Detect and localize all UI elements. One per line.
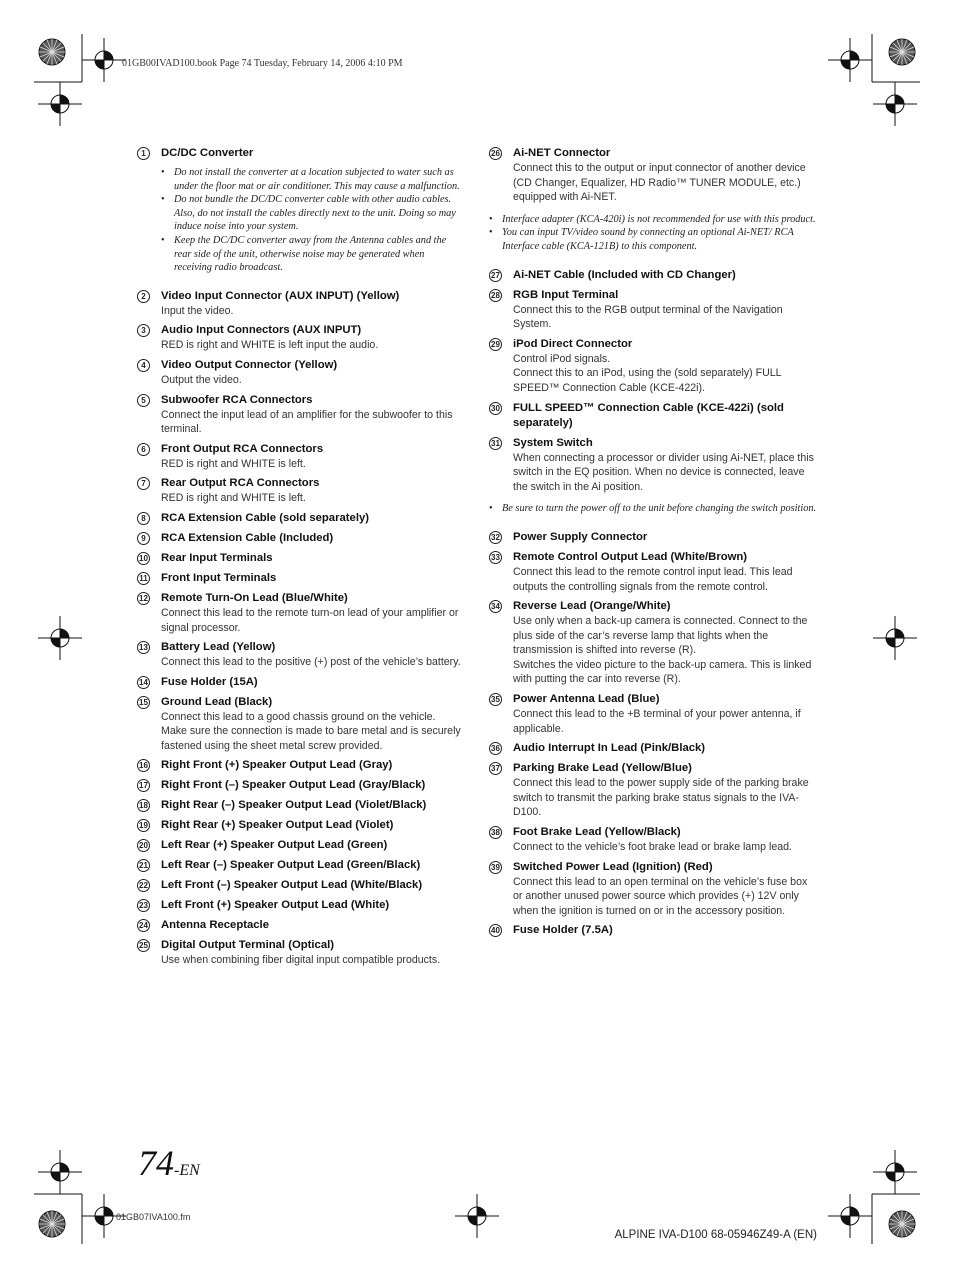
item-description: Connect the input lead of an amplifier for the subwoofer to this terminal. [161, 408, 453, 436]
item-title: Video Output Connector (Yellow) [161, 358, 338, 371]
list-item-39 [489, 860, 819, 919]
list-item-36 [489, 741, 819, 756]
item-title: Switched Power Lead (Ignition) (Red) [513, 860, 713, 873]
item-description: Use only when a back-up camera is connected. Connect to the plus side of the car’s reverse lamp that lights when the transmission is shifted into reverse (R). [513, 615, 808, 657]
item-description: Connect to the vehicle’s foot brake lead or brake lamp lead. [513, 841, 792, 854]
item-number: 9 [137, 532, 150, 545]
list-item-38 [489, 825, 819, 855]
item-title: System Switch [513, 436, 593, 449]
item-title: Right Front (+) Speaker Output Lead (Gray) [161, 759, 393, 772]
item-title: Ai-NET Cable (Included with CD Changer) [513, 268, 736, 281]
item-number: 30 [489, 402, 502, 415]
item-description: Connect this lead to an open terminal on the vehicle’s fuse box or another unused power source which provides (+) 12V only when the ignition is turned on or in the accessory position. [513, 875, 808, 917]
item-title: Left Front (+) Speaker Output Lead (White) [161, 899, 390, 912]
list-item-22 [137, 878, 463, 893]
item-title: RCA Extension Cable (sold separately) [161, 511, 369, 524]
product-code-footer: ALPINE IVA-D100 68-05946Z49-A (EN) [614, 1229, 817, 1241]
item-number: 31 [489, 437, 502, 450]
item-title: Remote Turn-On Lead (Blue/White) [161, 591, 348, 604]
item-description: When connecting a processor or divider using Ai-NET, place this switch in the EQ position. When no device is connected, leave the switch in the Ai position. [513, 451, 814, 493]
item-title: Front Output RCA Connectors [161, 442, 324, 455]
item-description: Connect this lead to the power supply side of the parking brake switch to transmit the parking brake status signals to the IVA-D100. [513, 777, 809, 819]
list-item-34 [489, 599, 819, 687]
ai-net-notes [489, 213, 819, 254]
list-item-31 [489, 436, 819, 495]
item-title: Ground Lead (Black) [161, 695, 273, 708]
item-number: 16 [137, 759, 150, 772]
item-description: Output the video. [161, 373, 242, 386]
item-title: Video Input Connector (AUX INPUT) (Yellow) [161, 289, 400, 302]
note: • Do not bundle the DC/DC converter cable with other audio cables. Also, do not install the cables directly next to the unit. Doing so may induce noise into your system. [161, 193, 463, 234]
system-switch-notes [489, 502, 819, 516]
item-title: Battery Lead (Yellow) [161, 641, 276, 654]
item-number: 34 [489, 600, 502, 613]
item-number: 24 [137, 919, 150, 932]
left-column [137, 146, 463, 973]
item-number: 4 [137, 359, 150, 372]
item-title: Left Rear (+) Speaker Output Lead (Green) [161, 839, 388, 852]
item-title: Reverse Lead (Orange/White) [513, 600, 671, 613]
list-item-26 [489, 146, 819, 205]
list-item-20 [137, 838, 463, 853]
item-number: 7 [137, 477, 150, 490]
item-number: 25 [137, 939, 150, 952]
dc-dc-notes [137, 166, 463, 275]
item-title: Foot Brake Lead (Yellow/Black) [513, 826, 681, 839]
item-number: 26 [489, 147, 502, 160]
item-title: Fuse Holder (7.5A) [513, 924, 613, 937]
item-number: 20 [137, 839, 150, 852]
item-number: 3 [137, 324, 150, 337]
list-item-7 [137, 476, 463, 506]
note: • Interface adapter (KCA-420i) is not recommended for use with this product. [489, 213, 819, 227]
item-description: Connect this to the RGB output terminal of the Navigation System. [513, 303, 783, 331]
list-item-1 [137, 146, 463, 161]
item-title: Fuse Holder (15A) [161, 675, 258, 688]
item-title: Right Rear (+) Speaker Output Lead (Violet) [161, 819, 394, 832]
note: • Keep the DC/DC converter away from the Antenna cables and the rear side of the unit, otherwise noise may be generated when receiving radio broadcast. [161, 234, 463, 275]
list-item-3 [137, 323, 463, 353]
item-number: 1 [137, 147, 150, 160]
item-number: 40 [489, 924, 502, 937]
note: • You can input TV/video sound by connecting an optional Ai-NET/ RCA Interface cable (KCA-121B) to this component. [489, 226, 819, 253]
list-item-27 [489, 268, 819, 283]
item-number: 28 [489, 289, 502, 302]
list-item-37 [489, 761, 819, 820]
item-title: Audio Interrupt In Lead (Pink/Black) [513, 742, 706, 755]
item-description: RED is right and WHITE is left. [161, 492, 306, 505]
item-title: RGB Input Terminal [513, 288, 619, 301]
item-number: 37 [489, 762, 502, 775]
item-description: Connect this lead to the +B terminal of your power antenna, if applicable. [513, 708, 801, 735]
item-title: Right Front (–) Speaker Output Lead (Gray/Black) [161, 779, 426, 792]
list-item-10 [137, 551, 463, 566]
item-number: 2 [137, 290, 150, 303]
item-description-2: Switches the video picture to the back-up camera. This is linked with putting the car into reverse (R). [513, 658, 812, 686]
item-title: Remote Control Output Lead (White/Brown) [513, 550, 748, 563]
item-title: Left Rear (–) Speaker Output Lead (Green/Black) [161, 859, 421, 872]
item-number: 33 [489, 551, 502, 564]
list-item-13 [137, 640, 463, 670]
list-item-32 [489, 530, 819, 545]
list-item-29 [489, 337, 819, 396]
item-description: Connect this lead to the positive (+) post of the vehicle’s battery. [161, 656, 461, 669]
list-item-17 [137, 778, 463, 793]
item-description: Connect this lead to the remote turn-on lead of your amplifier or signal processor. [161, 606, 459, 634]
item-number: 12 [137, 592, 150, 605]
item-number: 10 [137, 552, 150, 565]
list-item-24 [137, 918, 463, 933]
item-description-2: Connect this to an iPod, using the (sold separately) FULL SPEED™ Connection Cable (KCE-422i). [513, 367, 782, 394]
list-item-6 [137, 442, 463, 472]
list-item-5 [137, 393, 463, 437]
list-item-4 [137, 358, 463, 388]
list-item-8 [137, 511, 463, 526]
item-title: Power Supply Connector [513, 530, 648, 543]
list-item-14 [137, 675, 463, 690]
item-number: 13 [137, 641, 150, 654]
list-item-16 [137, 758, 463, 773]
item-description: Connect this lead to the remote control input lead. This lead outputs the controlling signals from the remote control. [513, 565, 793, 593]
note: • Be sure to turn the power off to the unit before changing the switch position. [489, 502, 819, 516]
item-number: 35 [489, 693, 502, 706]
list-item-23 [137, 898, 463, 913]
item-number: 19 [137, 819, 150, 832]
item-title: DC/DC Converter [161, 147, 254, 159]
list-item-33 [489, 550, 819, 594]
item-description: Input the video. [161, 304, 234, 317]
item-number: 29 [489, 338, 502, 351]
file-info-footer: 01GB07IVA100.fm [116, 1212, 191, 1222]
item-title: Audio Input Connectors (AUX INPUT) [161, 324, 362, 337]
list-item-19 [137, 818, 463, 833]
item-number: 14 [137, 676, 150, 689]
list-item-35 [489, 692, 819, 736]
item-title: Parking Brake Lead (Yellow/Blue) [513, 762, 692, 775]
item-number: 23 [137, 899, 150, 912]
item-title: Digital Output Terminal (Optical) [161, 939, 335, 952]
list-item-21 [137, 858, 463, 873]
list-item-28 [489, 288, 819, 332]
item-title: iPod Direct Connector [513, 337, 633, 350]
item-number: 38 [489, 826, 502, 839]
item-number: 21 [137, 859, 150, 872]
item-description: Connect this lead to a good chassis ground on the vehicle. Make sure the connection is made to bare metal and is securely fastened using the sheet metal screw provided. [161, 710, 461, 752]
item-description: Use when combining fiber digital input compatible products. [161, 954, 441, 967]
item-number: 11 [137, 572, 150, 585]
list-item-18 [137, 798, 463, 813]
item-number: 32 [489, 531, 502, 544]
item-title: RCA Extension Cable (Included) [161, 531, 334, 544]
page-number-suffix: -EN [174, 1162, 200, 1179]
item-title: Left Front (–) Speaker Output Lead (White/Black) [161, 879, 423, 892]
item-description: RED is right and WHITE is left. [161, 457, 306, 470]
item-number: 36 [489, 742, 502, 755]
item-number: 17 [137, 779, 150, 792]
item-number: 5 [137, 394, 150, 407]
right-column [489, 146, 819, 943]
page-number-value: 74 [138, 1143, 174, 1183]
item-description: Connect this to the output or input connector of another device (CD Changer, Equalizer, HD Radio™ TUNER MODULE, etc.) equipped with Ai-NET. [513, 162, 806, 204]
item-number: 39 [489, 861, 502, 874]
item-title: Front Input Terminals [161, 571, 277, 584]
item-title: Power Antenna Lead (Blue) [513, 693, 660, 706]
list-item-30 [489, 401, 819, 431]
item-number: 6 [137, 443, 150, 456]
item-description: RED is right and WHITE is left input the audio. [161, 339, 379, 352]
item-number: 27 [489, 269, 502, 282]
item-title: Ai-NET Connector [513, 147, 611, 159]
note: • Do not install the converter at a location subjected to water such as under the floor mat or air conditioner. This may cause a malfunction. [161, 166, 463, 193]
list-item-40 [489, 923, 819, 938]
item-number: 18 [137, 799, 150, 812]
item-title: Right Rear (–) Speaker Output Lead (Violet/Black) [161, 799, 427, 812]
item-title: Subwoofer RCA Connectors [161, 393, 313, 406]
list-item-25 [137, 938, 463, 968]
file-info-header: 01GB00IVAD100.book Page 74 Tuesday, February 14, 2006 4:10 PM [122, 58, 403, 69]
item-number: 22 [137, 879, 150, 892]
list-item-12 [137, 591, 463, 635]
item-title: Rear Output RCA Connectors [161, 477, 320, 490]
item-number: 8 [137, 512, 150, 525]
list-item-11 [137, 571, 463, 586]
page-number [138, 1142, 200, 1184]
list-item-15 [137, 695, 463, 754]
item-number: 15 [137, 696, 150, 709]
item-title: Rear Input Terminals [161, 551, 273, 564]
item-title: Antenna Receptacle [161, 919, 269, 932]
item-description: Control iPod signals. [513, 352, 611, 365]
item-title: FULL SPEED™ Connection Cable (KCE-422i) (sold separately) [513, 401, 784, 429]
list-item-2 [137, 289, 463, 319]
list-item-9 [137, 531, 463, 546]
